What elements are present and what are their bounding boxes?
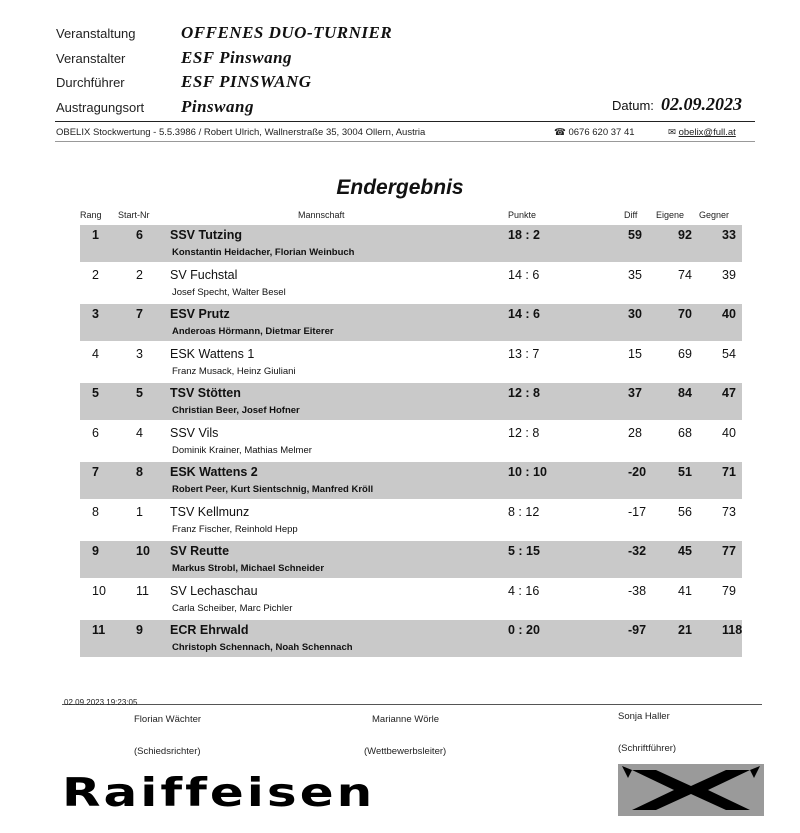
header-divider — [55, 121, 755, 122]
cell-team: ESV Prutz — [170, 307, 230, 321]
sponsor-logo-text: Raiffeisen — [62, 770, 376, 816]
cell-players: Markus Strobl, Michael Schneider — [172, 563, 325, 574]
cell-team: ECR Ehrwald — [170, 623, 249, 637]
cell-rang: 4 — [92, 347, 99, 361]
cell-punkte: 10 : 10 — [508, 465, 547, 479]
cell-gegner: 33 — [722, 228, 736, 242]
cell-start-nr: 1 — [136, 505, 143, 519]
cell-players: Anderoas Hörmann, Dietmar Eiterer — [172, 326, 334, 337]
col-gegner: Gegner — [699, 210, 730, 220]
cell-gegner: 118 — [722, 623, 743, 637]
cell-eigene: 69 — [678, 347, 692, 361]
cell-eigene: 45 — [678, 544, 692, 558]
cell-team: SV Fuchstal — [170, 268, 238, 282]
signature-role-wettbewerbsleiter: (Wettbewerbsleiter) — [364, 746, 447, 757]
cell-gegner: 39 — [722, 268, 736, 282]
cell-gegner: 77 — [722, 544, 736, 558]
col-start-nr: Start-Nr — [118, 210, 150, 220]
cell-start-nr: 7 — [136, 307, 143, 321]
cell-eigene: 92 — [678, 228, 692, 242]
label-austragungsort: Austragungsort — [56, 100, 145, 115]
cell-punkte: 14 : 6 — [508, 268, 540, 282]
signature-role-schriftfuehrer: (Schriftführer) — [618, 743, 677, 754]
cell-punkte: 18 : 2 — [508, 228, 540, 242]
cell-team: TSV Kellmunz — [170, 505, 250, 519]
cell-players: Christoph Schennach, Noah Schennach — [172, 642, 353, 653]
label-veranstaltung: Veranstaltung — [56, 26, 136, 41]
col-eigene: Eigene — [656, 210, 685, 220]
cell-punkte: 8 : 12 — [508, 505, 540, 519]
page-title: Endergebnis — [336, 176, 464, 199]
col-mannschaft: Mannschaft — [298, 210, 345, 220]
raiffeisen-cross-icon — [618, 764, 764, 816]
phone-block — [554, 127, 635, 138]
cell-start-nr: 3 — [136, 347, 143, 361]
cell-start-nr: 8 — [136, 465, 143, 479]
cell-gegner: 40 — [722, 426, 736, 440]
cell-team: SV Lechaschau — [170, 584, 258, 598]
value-durchfuehrer: ESF PINSWANG — [181, 72, 312, 91]
table-row — [80, 502, 742, 539]
mail-icon: ✉ — [668, 127, 676, 138]
print-timestamp: 02.09.2023 19:23:05 — [64, 698, 138, 707]
col-diff: Diff — [624, 210, 638, 220]
signature-name-schriftfuehrer: Sonja Haller — [618, 711, 670, 722]
cell-rang: 1 — [92, 228, 99, 242]
cell-gegner: 71 — [722, 465, 736, 479]
cell-rang: 3 — [92, 307, 99, 321]
table-row — [80, 344, 742, 381]
signature-name-schiedsrichter: Florian Wächter — [134, 714, 202, 725]
col-punkte: Punkte — [508, 210, 537, 220]
cell-gegner: 79 — [722, 584, 736, 598]
cell-diff: 28 — [628, 426, 642, 440]
cell-diff: -17 — [628, 505, 647, 519]
cell-gegner: 47 — [722, 386, 736, 400]
cell-eigene: 70 — [678, 307, 692, 321]
cell-team: SV Reutte — [170, 544, 230, 558]
cell-players: Robert Peer, Kurt Sientschnig, Manfred Kröll — [172, 484, 374, 495]
table-row — [80, 423, 742, 460]
phone-number: 0676 620 37 41 — [568, 127, 635, 138]
cell-start-nr: 4 — [136, 426, 143, 440]
cell-rang: 7 — [92, 465, 99, 479]
cell-rang: 10 — [92, 584, 106, 598]
cell-start-nr: 2 — [136, 268, 143, 282]
table-row — [80, 265, 742, 302]
cell-team: TSV Stötten — [170, 386, 241, 400]
label-veranstalter: Veranstalter — [56, 51, 126, 66]
cell-start-nr: 6 — [136, 228, 143, 242]
cell-punkte: 12 : 8 — [508, 426, 540, 440]
cell-diff: 30 — [628, 307, 642, 321]
cell-start-nr: 11 — [136, 584, 149, 598]
label-durchfuehrer: Durchführer — [56, 75, 125, 90]
cell-diff: 37 — [628, 386, 642, 400]
cell-team: ESK Wattens 1 — [170, 347, 255, 361]
cell-players: Konstantin Heidacher, Florian Weinbuch — [172, 247, 355, 258]
cell-eigene: 84 — [678, 386, 692, 400]
cell-rang: 2 — [92, 268, 99, 282]
cell-rang: 8 — [92, 505, 99, 519]
cell-team: SSV Tutzing — [170, 228, 242, 242]
cell-players: Josef Specht, Walter Besel — [172, 287, 286, 298]
cell-diff: 35 — [628, 268, 642, 282]
email-address: obelix@full.at — [678, 127, 736, 138]
cell-diff: 59 — [628, 228, 642, 242]
cell-eigene: 21 — [678, 623, 692, 637]
cell-rang: 9 — [92, 544, 99, 558]
col-rang: Rang — [80, 210, 102, 220]
table-row — [80, 581, 742, 618]
cell-rang: 5 — [92, 386, 99, 400]
cell-gegner: 40 — [722, 307, 736, 321]
cell-eigene: 56 — [678, 505, 692, 519]
cell-diff: 15 — [628, 347, 642, 361]
cell-start-nr: 10 — [136, 544, 150, 558]
cell-diff: -20 — [628, 465, 647, 479]
cell-gegner: 73 — [722, 505, 736, 519]
datum-label: Datum: — [612, 98, 654, 113]
cell-players: Franz Fischer, Reinhold Hepp — [172, 524, 298, 535]
email-block — [668, 127, 736, 138]
cell-players: Dominik Krainer, Mathias Melmer — [172, 445, 312, 456]
cell-diff: -38 — [628, 584, 647, 598]
cell-players: Christian Beer, Josef Hofner — [172, 405, 300, 416]
table-row — [80, 462, 742, 499]
cell-rang: 6 — [92, 426, 99, 440]
cell-eigene: 51 — [678, 465, 692, 479]
software-credit: OBELIX Stockwertung - 5.5.3986 / Robert Ulrich, Wallnerstraße 35, 3004 Ollern, Austria — [56, 127, 426, 138]
cell-eigene: 68 — [678, 426, 692, 440]
cell-team: SSV Vils — [170, 426, 219, 440]
footer-divider — [62, 704, 762, 705]
cell-rang: 11 — [92, 623, 106, 637]
cell-diff: -32 — [628, 544, 647, 558]
cell-team: ESK Wattens 2 — [170, 465, 258, 479]
cell-gegner: 54 — [722, 347, 736, 361]
value-veranstaltung: OFFENES DUO-TURNIER — [181, 23, 393, 42]
cell-eigene: 74 — [678, 268, 692, 282]
value-veranstalter: ESF Pinswang — [181, 48, 293, 67]
signature-role-schiedsrichter: (Schiedsrichter) — [134, 746, 201, 757]
table-row — [80, 541, 742, 578]
phone-icon: ☎ — [554, 127, 566, 138]
cell-punkte: 13 : 7 — [508, 347, 540, 361]
datum-value: 02.09.2023 — [661, 94, 742, 114]
cell-players: Carla Scheiber, Marc Pichler — [172, 603, 293, 614]
table-row — [80, 620, 742, 657]
cell-start-nr: 5 — [136, 386, 143, 400]
cell-punkte: 5 : 15 — [508, 544, 540, 558]
address-divider — [55, 141, 755, 142]
cell-punkte: 12 : 8 — [508, 386, 540, 400]
cell-punkte: 0 : 20 — [508, 623, 540, 637]
cell-diff: -97 — [628, 623, 647, 637]
cell-players: Franz Musack, Heinz Giuliani — [172, 366, 296, 377]
signature-name-wettbewerbsleiter: Marianne Wörle — [372, 714, 440, 725]
table-row — [80, 383, 742, 420]
cell-eigene: 41 — [678, 584, 692, 598]
cell-start-nr: 9 — [136, 623, 143, 637]
value-austragungsort: Pinswang — [181, 97, 254, 116]
table-row — [80, 304, 742, 341]
table-row — [80, 225, 742, 262]
cell-punkte: 4 : 16 — [508, 584, 540, 598]
cell-punkte: 14 : 6 — [508, 307, 540, 321]
